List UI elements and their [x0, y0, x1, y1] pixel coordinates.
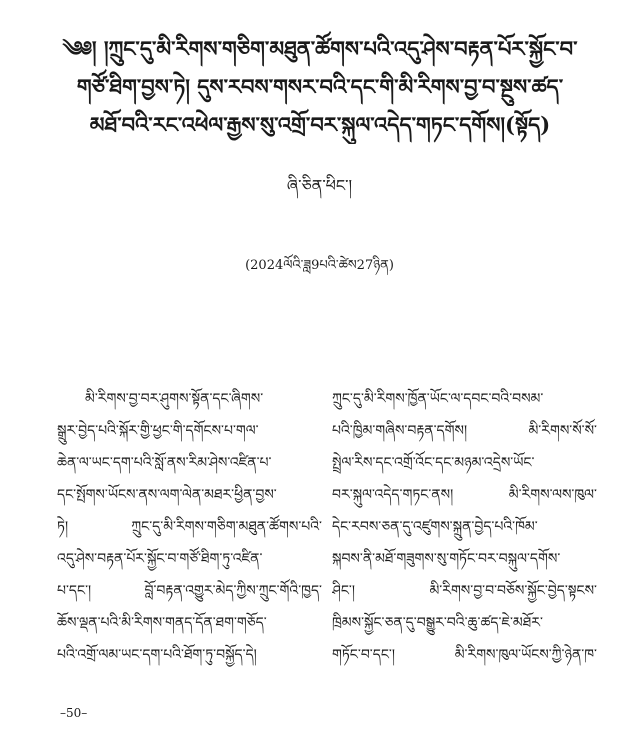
- body-line: སྒྲུར་བྱེད་པའི་སྐོར་གྱི་ཕྱང་གི་དགོངས་པ་གལ་: [57, 423, 259, 439]
- body-line: ཁྲིམས་སྐྱོང་ཅན་དུ་བསྒྱུར་བའི་ཆུ་ཚད་ཇེ་མཐོར་: [332, 615, 543, 631]
- body-line: ཆོས་ལྡན་པའི་མི་རིགས་གནད་དོན་ཐག་གཅོད་: [57, 615, 267, 631]
- body-line: ཆེན་ལ་ཡང་དག་པའི་སློ་ནས་རིམ་ཤེས་འཛིན་པ་: [57, 455, 272, 471]
- title-line-1: ༄༅། །ཀྲུང་དུ་མི་རིགས་གཅིག་མཐུན་ཚོགས་པའི་འདུ་ཤེས་བརྟན་པོར་སྐྱོང་བ་: [62, 36, 578, 61]
- title-line-3: མཐོ་བའི་རང་འཕེལ་རྒྱས་སུ་འགྲོ་བར་སྐུལ་འདེད་གཏང་དགོས།(སྟོད): [89, 112, 551, 137]
- page-number: –50–: [60, 706, 88, 720]
- body-line: དེང་རབས་ཅན་དུ་འཛུགས་སྐྲུན་བྱེད་པའི་ཁོམ་: [332, 519, 538, 535]
- article-title: [40, 30, 600, 144]
- body-line: པའི་ཁྱིམ་གཞིས་བརྟན་དགོས། མི་རིགས་སོ་སོ་: [332, 423, 597, 439]
- left-text-column: [57, 383, 322, 671]
- body-line: མི་རིགས་བྱ་བར་ཤུགས་སྟོན་དང་ཞིགས་: [85, 391, 264, 407]
- body-line: འདུ་ཤེས་བརྟན་པོར་སྐྱོང་བ་གཙོ་ཐིག་ཏུ་འཛིན་: [57, 551, 263, 567]
- body-line: སྤྲེལ་རིས་དང་འགྲོ་འོང་དང་མཉམ་འདྲེས་ཡོང་: [332, 455, 535, 471]
- body-line: པ་དང་། བློ་བརྟན་འགྱུར་མེད་ཀྱིས་ཀྲུང་གོའི་ཁྱད་: [57, 583, 322, 599]
- title-line-2: གཙོ་ཐིག་བྱས་ཏེ། དུས་རབས་གསར་བའི་དང་གི་མི་རིགས་བྱ་བ་སྔུས་ཚད་: [76, 74, 564, 99]
- body-line: ཀྲུང་དུ་མི་རིགས་ཁྱོན་ཡོང་ལ་དབང་བའི་བསམ་: [332, 391, 544, 407]
- author-name: ཞི་ཅིན་ཕིང་།: [286, 176, 353, 195]
- body-line: ཤིང་། མི་རིགས་བྱ་བ་བཅོས་སྐྱོང་བྱེད་སྟངས་: [332, 583, 597, 599]
- body-line: གཏོང་བ་དང་། མི་རིགས་ཁུལ་ཡོངས་ཀྱི་ཉེན་ཁ་: [332, 647, 597, 663]
- body-line: དང་སྤོགས་ཡོངས་ནས་ལག་ལེན་མཐར་ཕྱིན་བྱས་: [57, 487, 277, 503]
- right-text-column: [332, 383, 597, 671]
- body-line: བར་སྐུལ་འདེད་གཏང་ནས། མི་རིགས་ལས་ཁུལ་: [332, 487, 597, 503]
- publication-date: (2024ལོའི་ཟླ9པའི་ཚེས27ཉིན): [245, 258, 394, 273]
- body-line: པའི་འགྲོ་ལམ་ཡང་དག་པའི་ཐོག་ཏུ་བསྐྱོད་དེ།: [57, 647, 257, 663]
- body-line: ཏེ། ཀྲུང་དུ་མི་རིགས་གཅིག་མཐུན་ཚོགས་པའི་: [57, 519, 322, 535]
- body-line: སྐབས་ནི་མཐོ་གཟུགས་སུ་གཏོང་བར་བསྐུལ་དགོས་: [332, 551, 561, 567]
